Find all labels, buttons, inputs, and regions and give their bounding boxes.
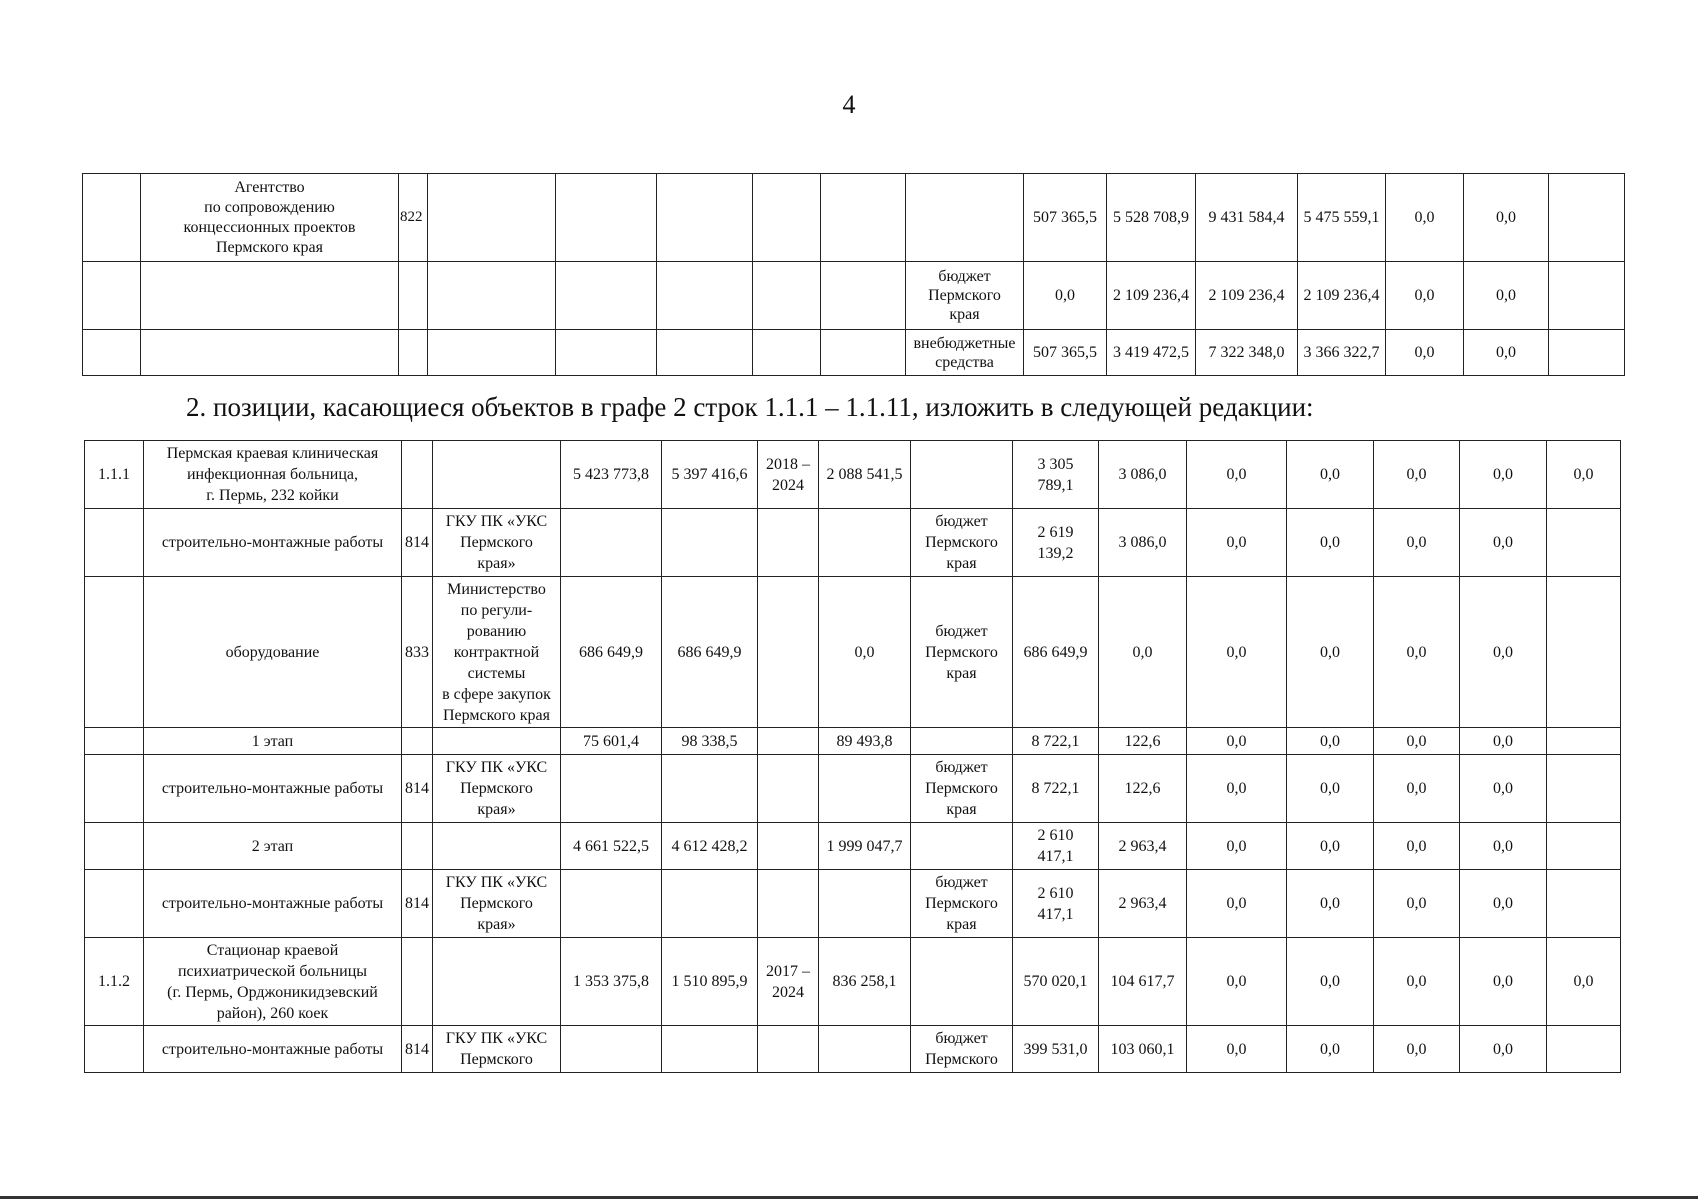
cell-value: 0,0 [1287, 938, 1374, 1026]
cell-total-cost: 5 423 773,8 [561, 441, 662, 509]
cell-value [1547, 577, 1621, 728]
cell-value: 0,0 [1187, 509, 1287, 577]
cell-remaining [819, 870, 911, 938]
cell-num [83, 330, 141, 376]
cell-value: 399 531,0 [1013, 1026, 1099, 1073]
cell-value: 9 431 584,4 [1196, 174, 1298, 262]
cell-empty [1549, 174, 1625, 262]
cell-org [433, 938, 561, 1026]
cell-remaining [819, 755, 911, 823]
table-row [85, 577, 1621, 728]
cell-name: строительно-монтажные работы [144, 755, 402, 823]
cell-estimated-cost [657, 174, 753, 262]
table-row [85, 823, 1621, 870]
table-row [85, 1026, 1621, 1073]
cell-source: бюджет Пермского [911, 1026, 1013, 1073]
cell-source [911, 938, 1013, 1026]
cell-total-cost [561, 755, 662, 823]
cell-num [83, 174, 141, 262]
cell-source [911, 441, 1013, 509]
cell-source: бюджет Пермского края [911, 755, 1013, 823]
cell-remaining: 836 258,1 [819, 938, 911, 1026]
cell-name: Стационар краевой психиатрической больницы (г. Пермь, Орджоникидзевский район), 260 коек [144, 938, 402, 1026]
cell-num [85, 755, 144, 823]
cell-source: бюджет Пермского края [906, 262, 1024, 330]
cell-value: 0,0 [1386, 174, 1464, 262]
cell-empty [1549, 330, 1625, 376]
cell-value: 2 619 139,2 [1013, 509, 1099, 577]
cell-value: 0,0 [1374, 870, 1460, 938]
cell-remaining [821, 330, 906, 376]
cell-value: 0,0 [1287, 755, 1374, 823]
cell-value: 0,0 [1187, 577, 1287, 728]
cell-code: 814 [402, 509, 433, 577]
cell-value: 0,0 [1287, 509, 1374, 577]
cell-remaining: 1 999 047,7 [819, 823, 911, 870]
cell-value: 5 528 708,9 [1107, 174, 1196, 262]
cell-years: 2018 – 2024 [758, 441, 819, 509]
cell-value: 2 109 236,4 [1107, 262, 1196, 330]
cell-name [141, 262, 399, 330]
cell-empty [1549, 262, 1625, 330]
cell-num [85, 509, 144, 577]
cell-source: бюджет Пермского края [911, 509, 1013, 577]
cell-years: 2017 – 2024 [758, 938, 819, 1026]
cell-total-cost: 75 601,4 [561, 728, 662, 755]
cell-name: Пермская краевая клиническая инфекционная больница, г. Пермь, 232 койки [144, 441, 402, 509]
cell-code [402, 938, 433, 1026]
section-heading: 2. позиции, касающиеся объектов в графе 2 строк 1.1.1 – 1.1.11, изложить в следующей редакции: [186, 392, 1314, 422]
cell-value: 0,0 [1460, 509, 1547, 577]
cell-code [399, 330, 428, 376]
cell-num [85, 728, 144, 755]
cell-value: 0,0 [1287, 728, 1374, 755]
cell-value: 570 020,1 [1013, 938, 1099, 1026]
cell-name: строительно-монтажные работы [144, 870, 402, 938]
cell-value: 8 722,1 [1013, 755, 1099, 823]
cell-code [402, 728, 433, 755]
cell-value [1547, 870, 1621, 938]
cell-remaining: 0,0 [819, 577, 911, 728]
cell-value: 5 475 559,1 [1298, 174, 1386, 262]
cell-value: 0,0 [1374, 823, 1460, 870]
page-number: 4 [842, 90, 856, 119]
cell-value [1547, 728, 1621, 755]
cell-years [753, 330, 821, 376]
cell-value [1547, 1026, 1621, 1073]
cell-source [911, 823, 1013, 870]
cell-remaining: 89 493,8 [819, 728, 911, 755]
cell-years [758, 728, 819, 755]
cell-org: Министерство по регули- рованию контрактной системы в сфере закупок Пермского края [433, 577, 561, 728]
scan-edge-line [0, 1196, 1698, 1199]
cell-code [402, 823, 433, 870]
cell-value: 3 086,0 [1099, 509, 1187, 577]
cell-org: ГКУ ПК «УКС Пермского [433, 1026, 561, 1073]
cell-source: внебюджетные средства [906, 330, 1024, 376]
cell-org [428, 262, 556, 330]
cell-value: 0,0 [1187, 755, 1287, 823]
cell-num: 1.1.2 [85, 938, 144, 1026]
cell-estimated-cost [657, 330, 753, 376]
cell-num [85, 823, 144, 870]
cell-value: 0,0 [1187, 441, 1287, 509]
cell-value: 2 109 236,4 [1298, 262, 1386, 330]
cell-org [433, 728, 561, 755]
cell-total-cost [556, 174, 657, 262]
table-row [83, 262, 1625, 330]
cell-value: 0,0 [1464, 262, 1549, 330]
cell-value: 0,0 [1187, 870, 1287, 938]
cell-name [141, 330, 399, 376]
cell-value: 2 963,4 [1099, 823, 1187, 870]
cell-total-cost: 4 661 522,5 [561, 823, 662, 870]
cell-org [433, 823, 561, 870]
cell-value: 3 086,0 [1099, 441, 1187, 509]
cell-value: 0,0 [1460, 728, 1547, 755]
cell-source: бюджет Пермского края [911, 577, 1013, 728]
cell-value: 0,0 [1374, 728, 1460, 755]
cell-years [758, 823, 819, 870]
cell-value: 0,0 [1547, 441, 1621, 509]
cell-num [85, 870, 144, 938]
cell-value: 0,0 [1460, 823, 1547, 870]
cell-value: 0,0 [1187, 938, 1287, 1026]
cell-estimated-cost: 1 510 895,9 [662, 938, 758, 1026]
table-row [85, 755, 1621, 823]
cell-value: 122,6 [1099, 755, 1187, 823]
cell-value: 0,0 [1374, 441, 1460, 509]
table-row [83, 330, 1625, 376]
cell-value: 3 305 789,1 [1013, 441, 1099, 509]
cell-value: 0,0 [1460, 441, 1547, 509]
cell-value: 0,0 [1547, 938, 1621, 1026]
cell-name: строительно-монтажные работы [144, 509, 402, 577]
cell-value: 0,0 [1464, 330, 1549, 376]
cell-value: 0,0 [1460, 577, 1547, 728]
cell-total-cost [556, 262, 657, 330]
cell-name: 1 этап [144, 728, 402, 755]
cell-name: 2 этап [144, 823, 402, 870]
cell-estimated-cost [657, 262, 753, 330]
cell-value: 507 365,5 [1024, 330, 1107, 376]
cell-total-cost [556, 330, 657, 376]
cell-value: 686 649,9 [1013, 577, 1099, 728]
cell-org [433, 441, 561, 509]
cell-value: 0,0 [1386, 262, 1464, 330]
cell-remaining [821, 174, 906, 262]
cell-value: 0,0 [1374, 577, 1460, 728]
cell-value: 0,0 [1287, 823, 1374, 870]
top-budget-table [82, 173, 1625, 376]
cell-total-cost [561, 509, 662, 577]
cell-value: 122,6 [1099, 728, 1187, 755]
cell-name: Агентство по сопровождению концессионных проектов Пермского края [141, 174, 399, 262]
cell-value: 2 610 417,1 [1013, 870, 1099, 938]
table-row [85, 938, 1621, 1026]
cell-value: 0,0 [1460, 870, 1547, 938]
cell-value: 0,0 [1287, 1026, 1374, 1073]
cell-estimated-cost [662, 755, 758, 823]
cell-value: 0,0 [1024, 262, 1107, 330]
cell-years [758, 509, 819, 577]
cell-estimated-cost: 4 612 428,2 [662, 823, 758, 870]
cell-estimated-cost: 5 397 416,6 [662, 441, 758, 509]
cell-source [911, 728, 1013, 755]
cell-num [85, 577, 144, 728]
cell-value [1547, 755, 1621, 823]
table-row [85, 441, 1621, 509]
cell-value: 2 109 236,4 [1196, 262, 1298, 330]
cell-source: бюджет Пермского края [911, 870, 1013, 938]
cell-code: 814 [402, 755, 433, 823]
cell-num: 1.1.1 [85, 441, 144, 509]
cell-estimated-cost [662, 870, 758, 938]
cell-remaining [821, 262, 906, 330]
cell-value: 0,0 [1374, 1026, 1460, 1073]
cell-value: 507 365,5 [1024, 174, 1107, 262]
cell-value: 0,0 [1287, 441, 1374, 509]
cell-estimated-cost [662, 1026, 758, 1073]
cell-value: 0,0 [1099, 577, 1187, 728]
cell-name: строительно-монтажные работы [144, 1026, 402, 1073]
cell-value: 8 722,1 [1013, 728, 1099, 755]
cell-num [83, 262, 141, 330]
cell-value: 0,0 [1287, 870, 1374, 938]
cell-total-cost [561, 870, 662, 938]
cell-years [758, 870, 819, 938]
cell-value: 2 963,4 [1099, 870, 1187, 938]
cell-value [1547, 823, 1621, 870]
cell-value [1547, 509, 1621, 577]
cell-source [906, 174, 1024, 262]
cell-value: 0,0 [1374, 509, 1460, 577]
cell-value: 2 610 417,1 [1013, 823, 1099, 870]
cell-org: ГКУ ПК «УКС Пермского края» [433, 870, 561, 938]
cell-value: 103 060,1 [1099, 1026, 1187, 1073]
cell-years [758, 1026, 819, 1073]
cell-total-cost [561, 1026, 662, 1073]
cell-name: оборудование [144, 577, 402, 728]
cell-value: 3 419 472,5 [1107, 330, 1196, 376]
cell-code: 833 [402, 577, 433, 728]
cell-remaining [819, 1026, 911, 1073]
cell-estimated-cost: 98 338,5 [662, 728, 758, 755]
cell-years [753, 262, 821, 330]
cell-value: 3 366 322,7 [1298, 330, 1386, 376]
cell-value: 0,0 [1187, 823, 1287, 870]
table-row [83, 174, 1625, 262]
cell-value: 0,0 [1460, 755, 1547, 823]
cell-num [85, 1026, 144, 1073]
cell-org [428, 174, 556, 262]
cell-code: 814 [402, 1026, 433, 1073]
cell-value: 0,0 [1187, 728, 1287, 755]
table-row [85, 870, 1621, 938]
cell-org: ГКУ ПК «УКС Пермского края» [433, 509, 561, 577]
cell-value: 0,0 [1460, 938, 1547, 1026]
cell-value: 0,0 [1374, 755, 1460, 823]
cell-value: 0,0 [1460, 1026, 1547, 1073]
cell-value: 0,0 [1287, 577, 1374, 728]
cell-remaining: 2 088 541,5 [819, 441, 911, 509]
cell-estimated-cost: 686 649,9 [662, 577, 758, 728]
cell-code [402, 441, 433, 509]
table-row [85, 728, 1621, 755]
cell-total-cost: 1 353 375,8 [561, 938, 662, 1026]
cell-remaining [819, 509, 911, 577]
cell-value: 0,0 [1374, 938, 1460, 1026]
cell-org: ГКУ ПК «УКС Пермского края» [433, 755, 561, 823]
objects-table [84, 440, 1621, 1073]
cell-years [753, 174, 821, 262]
cell-value: 0,0 [1464, 174, 1549, 262]
cell-value: 0,0 [1386, 330, 1464, 376]
cell-value: 7 322 348,0 [1196, 330, 1298, 376]
table-row [85, 509, 1621, 577]
cell-years [758, 577, 819, 728]
cell-value: 0,0 [1187, 1026, 1287, 1073]
cell-org [428, 330, 556, 376]
cell-code: 814 [402, 870, 433, 938]
cell-estimated-cost [662, 509, 758, 577]
cell-total-cost: 686 649,9 [561, 577, 662, 728]
cell-code [399, 262, 428, 330]
cell-years [758, 755, 819, 823]
cell-code: 822 [399, 174, 428, 262]
cell-value: 104 617,7 [1099, 938, 1187, 1026]
